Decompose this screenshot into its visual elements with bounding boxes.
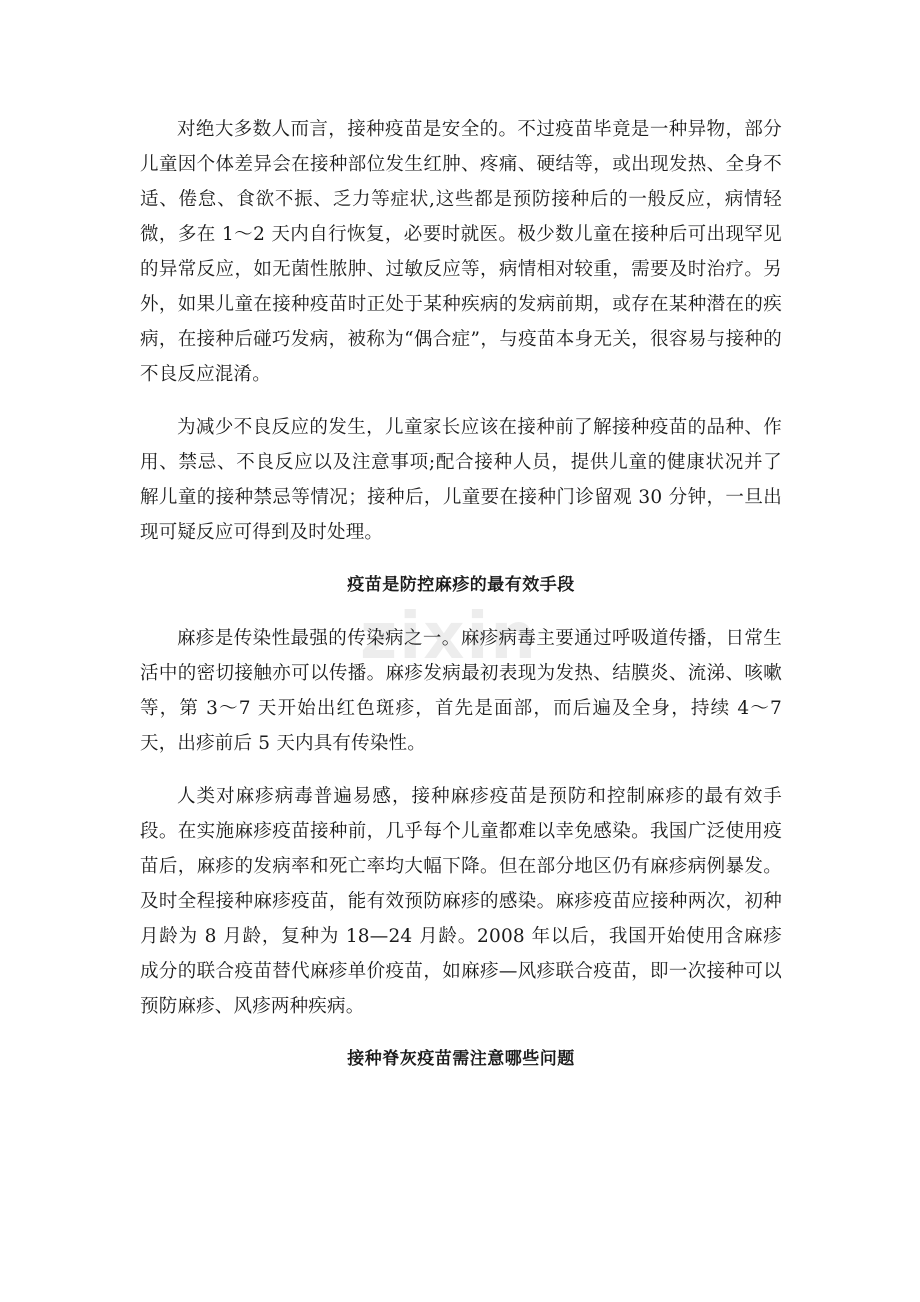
section-heading-polio: 接种脊灰疫苗需注意哪些问题 — [347, 1049, 575, 1069]
paragraph-measles-vaccination: 人类对麻疹病毒普遍易感，接种麻疹疫苗是预防和控制麻疹的最有效手段。在实施麻疹疫苗接种前，几乎每个儿童都难以幸免感染。我国广泛使用疫苗后，麻疹的发病率和死亡率均大幅下降。但在部分地区仍有麻疹病例暴发。及时全程接种麻疹疫苗，能有效预防麻疹的感染。麻疹疫苗应接种两次，初种月龄为 8 月龄，复种为 18—24 月龄。2008 年以后，我国开始使用含麻疹成分的联合疫苗替代麻疹单价疫苗，如麻疹—风疹联合疫苗，即一次接种可以预防麻疹、风疹两种疾病。 — [140, 786, 782, 1017]
paragraph-reduce-reactions: 为减少不良反应的发生，儿童家长应该在接种前了解接种疫苗的品种、作用、禁忌、不良反应以及注意事项;配合接种人员，提供儿童的健康状况并了解儿童的接种禁忌等情况；接种后，儿童要在接种门诊留观 30 分钟，一旦出现可疑反应可得到及时处理。 — [140, 417, 782, 543]
paragraph-vaccine-safety: 对绝大多数人而言，接种疫苗是安全的。不过疫苗毕竟是一种异物，部分儿童因个体差异会在接种部位发生红肿、疼痛、硬结等，或出现发热、全身不适、倦怠、食欲不振、乏力等症状,这些都是预防接种后的一般反应，病情轻微，多在 1～2 天内自行恢复，必要时就医。极少数儿童在接种后可出现罕见的异常反应，如无菌性脓肿、过敏反应等，病情相对较重，需要及时治疗。另外，如果儿童在接种疫苗时正处于某种疾病的发病前期，或存在某种潜在的疾病，在接种后碰巧发病，被称为“偶合症”，与疫苗本身无关，很容易与接种的不良反应混淆。 — [140, 119, 782, 385]
watermark: zixin — [360, 600, 538, 674]
section-heading-measles: 疫苗是防控麻疹的最有效手段 — [347, 575, 575, 595]
paragraph-measles-transmission: 麻疹是传染性最强的传染病之一。麻疹病毒主要通过呼吸道传播，日常生活中的密切接触亦可以传播。麻疹发病最初表现为发热、结膜炎、流涕、咳嗽等，第 3～7 天开始出红色斑疹，首先是面部，而后遍及全身，持续 4～7 天，出疹前后 5 天内具有传染性。 — [140, 628, 782, 754]
document-body — [140, 112, 782, 1095]
